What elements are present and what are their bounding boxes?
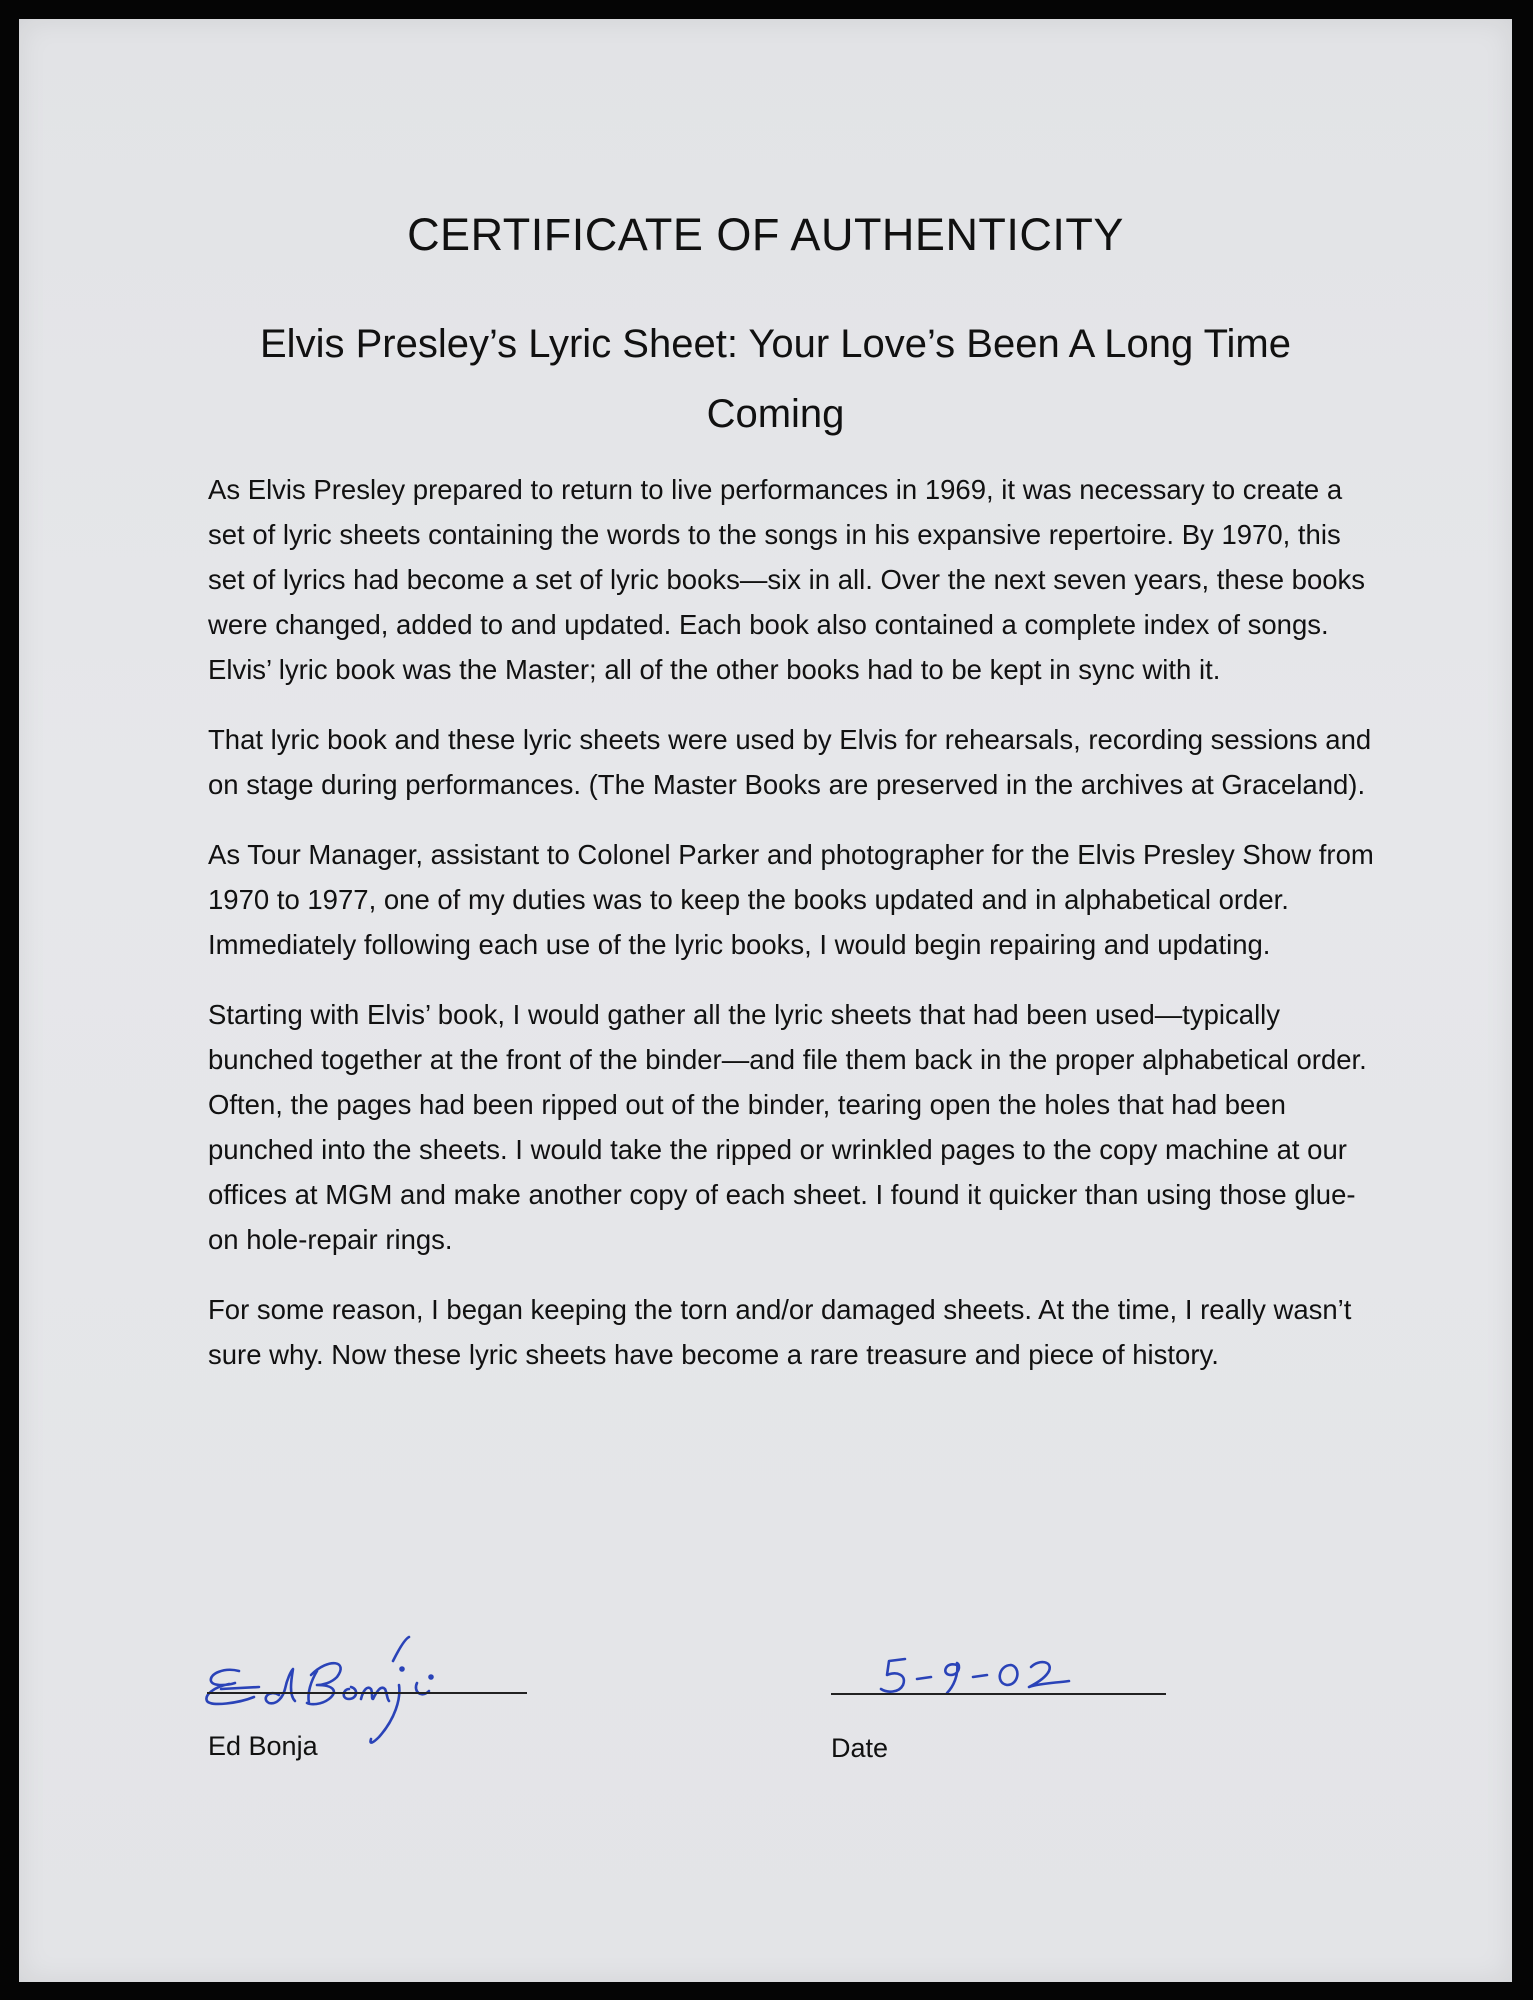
- certificate-page: [19, 19, 1512, 1982]
- body-paragraph: As Tour Manager, assistant to Colonel Parker and photographer for the Elvis Presley Show from 1970 to 1977, one of my duties was to keep the books updated and in alphabetical order. Immediately following each use of the lyric books, I would begin repairing and updating.: [208, 839, 1374, 960]
- body-paragraph: As Elvis Presley prepared to return to live performances in 1969, it was necessary to create a set of lyric sheets containing the words to the songs in his expansive repertoire. By 1970, this set of lyrics had become a set of lyric books—six in all. Over the next seven years, these books were changed, added to and updated. Each book also contained a complete index of songs. Elvis’ lyric book was the Master; all of the other books had to be kept in sync with it.: [208, 474, 1366, 685]
- signer-name: Ed Bonja: [208, 1731, 318, 1761]
- body-paragraph: Starting with Elvis’ book, I would gather all the lyric sheets that had been used—typically bunched together at the front of the binder—and file them back in the proper alphabetical order. Often, the pages had been ripped out of the binder, tearing open the holes that had been punched into the sheets. I would take the ripped or wrinkled pages to the copy machine at our offices at MGM and make another copy of each sheet. I found it quicker than using those glue-on hole-repair rings.: [208, 999, 1367, 1255]
- date-line: [831, 1693, 1166, 1695]
- body-paragraph: That lyric book and these lyric sheets were used by Elvis for rehearsals, recording sessions and on stage during performances. (The Master Books are preserved in the archives at Graceland).: [208, 724, 1372, 800]
- signature-line: [207, 1692, 527, 1694]
- handwritten-date: [879, 1647, 1119, 1707]
- handwritten-signature: [199, 1619, 519, 1749]
- body-paragraph: For some reason, I began keeping the torn and/or damaged sheets. At the time, I really wasn’t sure why. Now these lyric sheets have become a rare treasure and piece of history.: [208, 1294, 1352, 1370]
- certificate-subtitle: Elvis Presley’s Lyric Sheet: Your Love’s Been A Long Time Coming: [260, 322, 1291, 436]
- certificate-body: [208, 467, 1378, 1402]
- date-label: Date: [831, 1733, 889, 1763]
- certificate-title: CERTIFICATE OF AUTHENTICITY: [407, 209, 1124, 260]
